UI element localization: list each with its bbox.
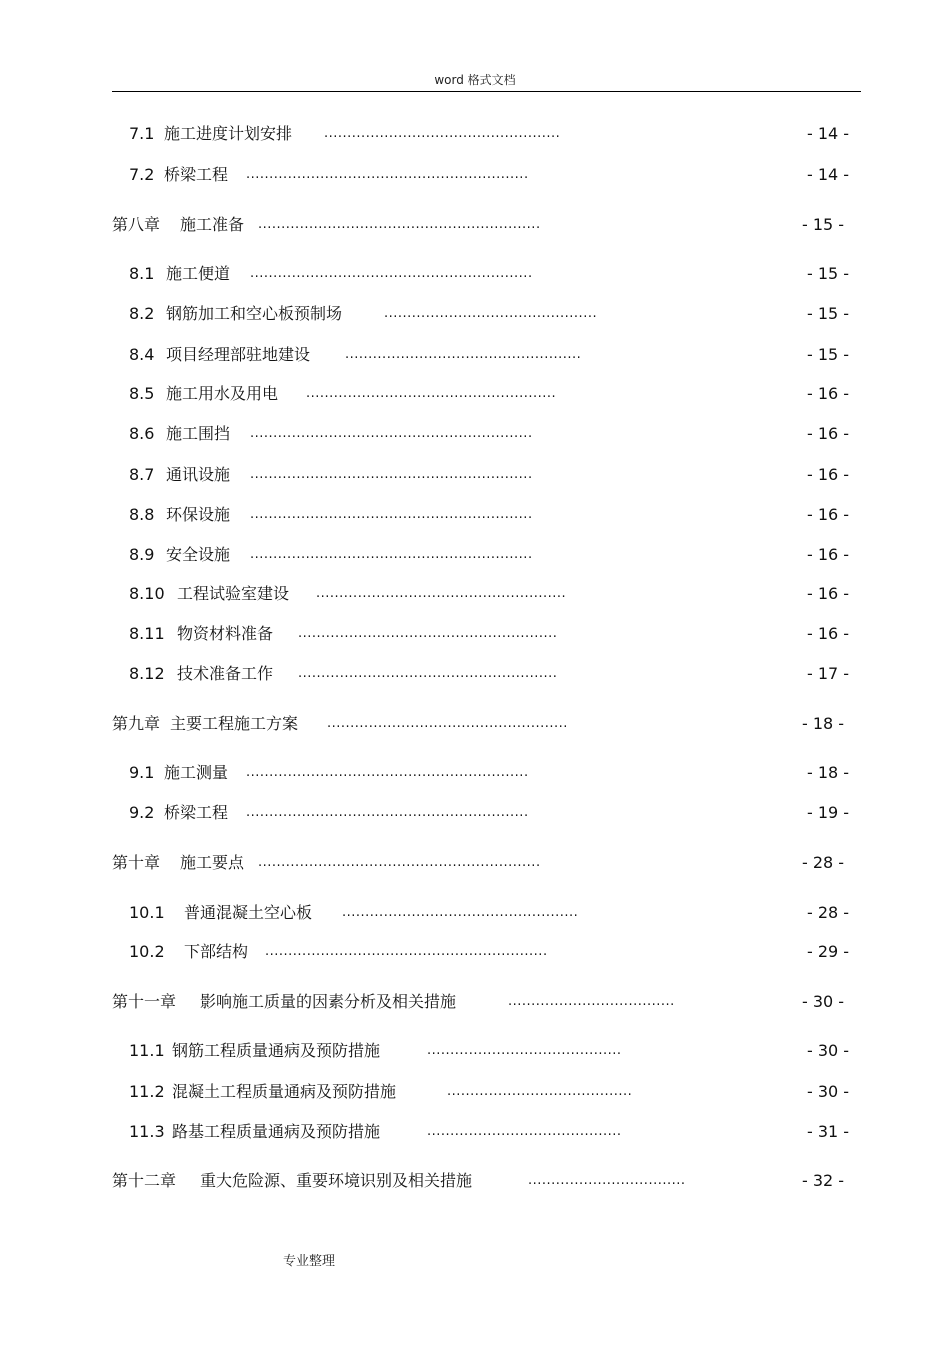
toc-entry-leader: ............................................................. xyxy=(258,217,541,232)
toc-entry-title: 物资材料准备 xyxy=(177,624,274,643)
toc-entry-number: 8.12 xyxy=(129,664,165,683)
toc-entry-page: - 16 - xyxy=(807,545,850,564)
toc-entry xyxy=(0,262,950,286)
toc-entry-title: 安全设施 xyxy=(166,545,231,564)
toc-entry-title: 混凝土工程质量通病及预防措施 xyxy=(172,1082,397,1101)
toc-entry-title: 影响施工质量的因素分析及相关措施 xyxy=(200,992,457,1011)
toc-entry xyxy=(0,503,950,527)
toc-entry-title: 环保设施 xyxy=(166,505,231,524)
toc-entry-page: - 16 - xyxy=(807,505,850,524)
toc-entry xyxy=(0,1169,950,1193)
toc-entry xyxy=(0,622,950,646)
toc-entry-page: - 14 - xyxy=(807,165,850,184)
toc-entry xyxy=(0,213,950,237)
toc-entry-title: 下部结构 xyxy=(184,942,249,961)
toc-entry xyxy=(0,940,950,964)
toc-entry-leader: .............................................. xyxy=(384,306,598,321)
toc-entry-page: - 32 - xyxy=(802,1171,845,1190)
toc-entry-page: - 15 - xyxy=(807,345,850,364)
toc-entry-leader: .................................... xyxy=(508,994,675,1009)
toc-entry-leader: ............................................................. xyxy=(246,167,529,182)
toc-entry-title: 桥梁工程 xyxy=(164,803,229,822)
toc-entry-leader: ........................................................ xyxy=(298,666,558,681)
toc-entry xyxy=(0,582,950,606)
toc-entry-page: - 16 - xyxy=(807,624,850,643)
toc-entry-leader: ...................................................... xyxy=(316,586,567,601)
toc-entry-leader: .......................................... xyxy=(427,1124,622,1139)
toc-entry-leader: ............................................................. xyxy=(246,765,529,780)
toc-entry-number: 8.5 xyxy=(129,384,155,403)
toc-entry-leader: .......................................... xyxy=(427,1043,622,1058)
toc-entry-number: 7.1 xyxy=(129,124,155,143)
toc-entry-leader: ................................................... xyxy=(345,347,582,362)
toc-entry-page: - 17 - xyxy=(807,664,850,683)
toc-entry-title: 施工准备 xyxy=(180,215,245,234)
toc-entry-number: 8.11 xyxy=(129,624,165,643)
toc-entry-title: 重大危险源、重要环境识别及相关措施 xyxy=(200,1171,473,1190)
toc-entry-number: 8.10 xyxy=(129,584,165,603)
toc-entry xyxy=(0,901,950,925)
toc-entry-title: 施工进度计划安排 xyxy=(164,124,293,143)
toc-entry-leader: ................................................... xyxy=(342,905,579,920)
toc-entry-page: - 28 - xyxy=(807,903,850,922)
toc-entry xyxy=(0,761,950,785)
toc-entry-page: - 16 - xyxy=(807,384,850,403)
toc-entry-page: - 16 - xyxy=(807,424,850,443)
toc-entry-number: 8.9 xyxy=(129,545,155,564)
toc-entry-title: 普通混凝土空心板 xyxy=(184,903,313,922)
toc-entry-number: 8.1 xyxy=(129,264,155,283)
toc-entry-title: 施工围挡 xyxy=(166,424,231,443)
toc-entry-number: 8.8 xyxy=(129,505,155,524)
toc-entry-title: 工程试验室建设 xyxy=(177,584,290,603)
toc-entry-leader: ............................................................. xyxy=(250,467,533,482)
toc-entry xyxy=(0,1039,950,1063)
toc-entry-page: - 30 - xyxy=(807,1082,850,1101)
toc-entry-leader: ...................................................... xyxy=(306,386,557,401)
toc-entry-title: 桥梁工程 xyxy=(164,165,229,184)
toc-entry-number: 第八章 xyxy=(112,215,161,234)
toc-entry-page: - 16 - xyxy=(807,584,850,603)
toc-entry-title: 路基工程质量通病及预防措施 xyxy=(172,1122,381,1141)
page-footer: 专业整理 xyxy=(283,1254,336,1269)
toc-entry xyxy=(0,712,950,736)
toc-entry xyxy=(0,1080,950,1104)
toc-entry-title: 钢筋加工和空心板预制场 xyxy=(166,304,343,323)
toc-entry-number: 8.6 xyxy=(129,424,155,443)
toc-entry-number: 8.2 xyxy=(129,304,155,323)
toc-entry xyxy=(0,801,950,825)
toc-entry-number: 11.2 xyxy=(129,1082,165,1101)
toc-entry-page: - 30 - xyxy=(802,992,845,1011)
toc-entry xyxy=(0,990,950,1014)
toc-entry-leader: ............................................................. xyxy=(250,266,533,281)
toc-entry-page: - 30 - xyxy=(807,1041,850,1060)
toc-entry-number: 第九章 xyxy=(112,714,161,733)
toc-entry xyxy=(0,302,950,326)
toc-entry-number: 9.1 xyxy=(129,763,155,782)
toc-entry-page: - 15 - xyxy=(807,304,850,323)
toc-entry xyxy=(0,422,950,446)
toc-entry-number: 第十章 xyxy=(112,853,161,872)
toc-entry-number: 11.1 xyxy=(129,1041,165,1060)
toc-entry-page: - 31 - xyxy=(807,1122,850,1141)
toc-entry-title: 项目经理部驻地建设 xyxy=(166,345,311,364)
toc-entry xyxy=(0,543,950,567)
toc-entry-number: 8.7 xyxy=(129,465,155,484)
toc-entry-leader: ............................................................. xyxy=(250,547,533,562)
toc-entry-leader: ............................................................. xyxy=(258,855,541,870)
toc-entry xyxy=(0,662,950,686)
toc-entry-number: 第十一章 xyxy=(112,992,177,1011)
toc-entry-title: 钢筋工程质量通病及预防措施 xyxy=(172,1041,381,1060)
toc-entry-page: - 15 - xyxy=(802,215,845,234)
toc-entry-number: 10.1 xyxy=(129,903,165,922)
toc-entry-page: - 29 - xyxy=(807,942,850,961)
toc-entry-number: 第十二章 xyxy=(112,1171,177,1190)
toc-entry-title: 施工测量 xyxy=(164,763,229,782)
toc-entry-leader: ........................................ xyxy=(447,1084,633,1099)
toc-entry-leader: ............................................................. xyxy=(246,805,529,820)
toc-entry-title: 施工要点 xyxy=(180,853,245,872)
toc-entry-page: - 18 - xyxy=(802,714,845,733)
toc-entry-page: - 15 - xyxy=(807,264,850,283)
toc-entry-title: 主要工程施工方案 xyxy=(170,714,299,733)
toc-entry-leader: ............................................................. xyxy=(265,944,548,959)
toc-entry xyxy=(0,343,950,367)
toc-entry-page: - 18 - xyxy=(807,763,850,782)
toc-entry-page: - 14 - xyxy=(807,124,850,143)
page-header: word 格式文档 xyxy=(434,73,516,87)
toc-entry xyxy=(0,122,950,146)
toc-entry-title: 施工便道 xyxy=(166,264,231,283)
toc-entry-leader: .................................. xyxy=(528,1173,686,1188)
toc-entry-number: 8.4 xyxy=(129,345,155,364)
toc-entry-page: - 16 - xyxy=(807,465,850,484)
toc-entry-page: - 28 - xyxy=(802,853,845,872)
toc-entry-leader: .................................................... xyxy=(327,716,568,731)
toc-entry xyxy=(0,382,950,406)
toc-entry-number: 9.2 xyxy=(129,803,155,822)
toc-entry-leader: ............................................................. xyxy=(250,426,533,441)
toc-entry-leader: ............................................................. xyxy=(250,507,533,522)
toc-entry-leader: ................................................... xyxy=(324,126,561,141)
toc-entry-page: - 19 - xyxy=(807,803,850,822)
toc-entry-title: 施工用水及用电 xyxy=(166,384,279,403)
toc-entry-number: 11.3 xyxy=(129,1122,165,1141)
toc-entry-number: 7.2 xyxy=(129,165,155,184)
toc-entry-leader: ........................................................ xyxy=(298,626,558,641)
toc-entry-title: 技术准备工作 xyxy=(177,664,274,683)
toc-entry xyxy=(0,163,950,187)
toc-entry xyxy=(0,463,950,487)
toc-entry-number: 10.2 xyxy=(129,942,165,961)
toc-entry xyxy=(0,1120,950,1144)
toc-entry-title: 通讯设施 xyxy=(166,465,231,484)
toc-entry xyxy=(0,851,950,875)
